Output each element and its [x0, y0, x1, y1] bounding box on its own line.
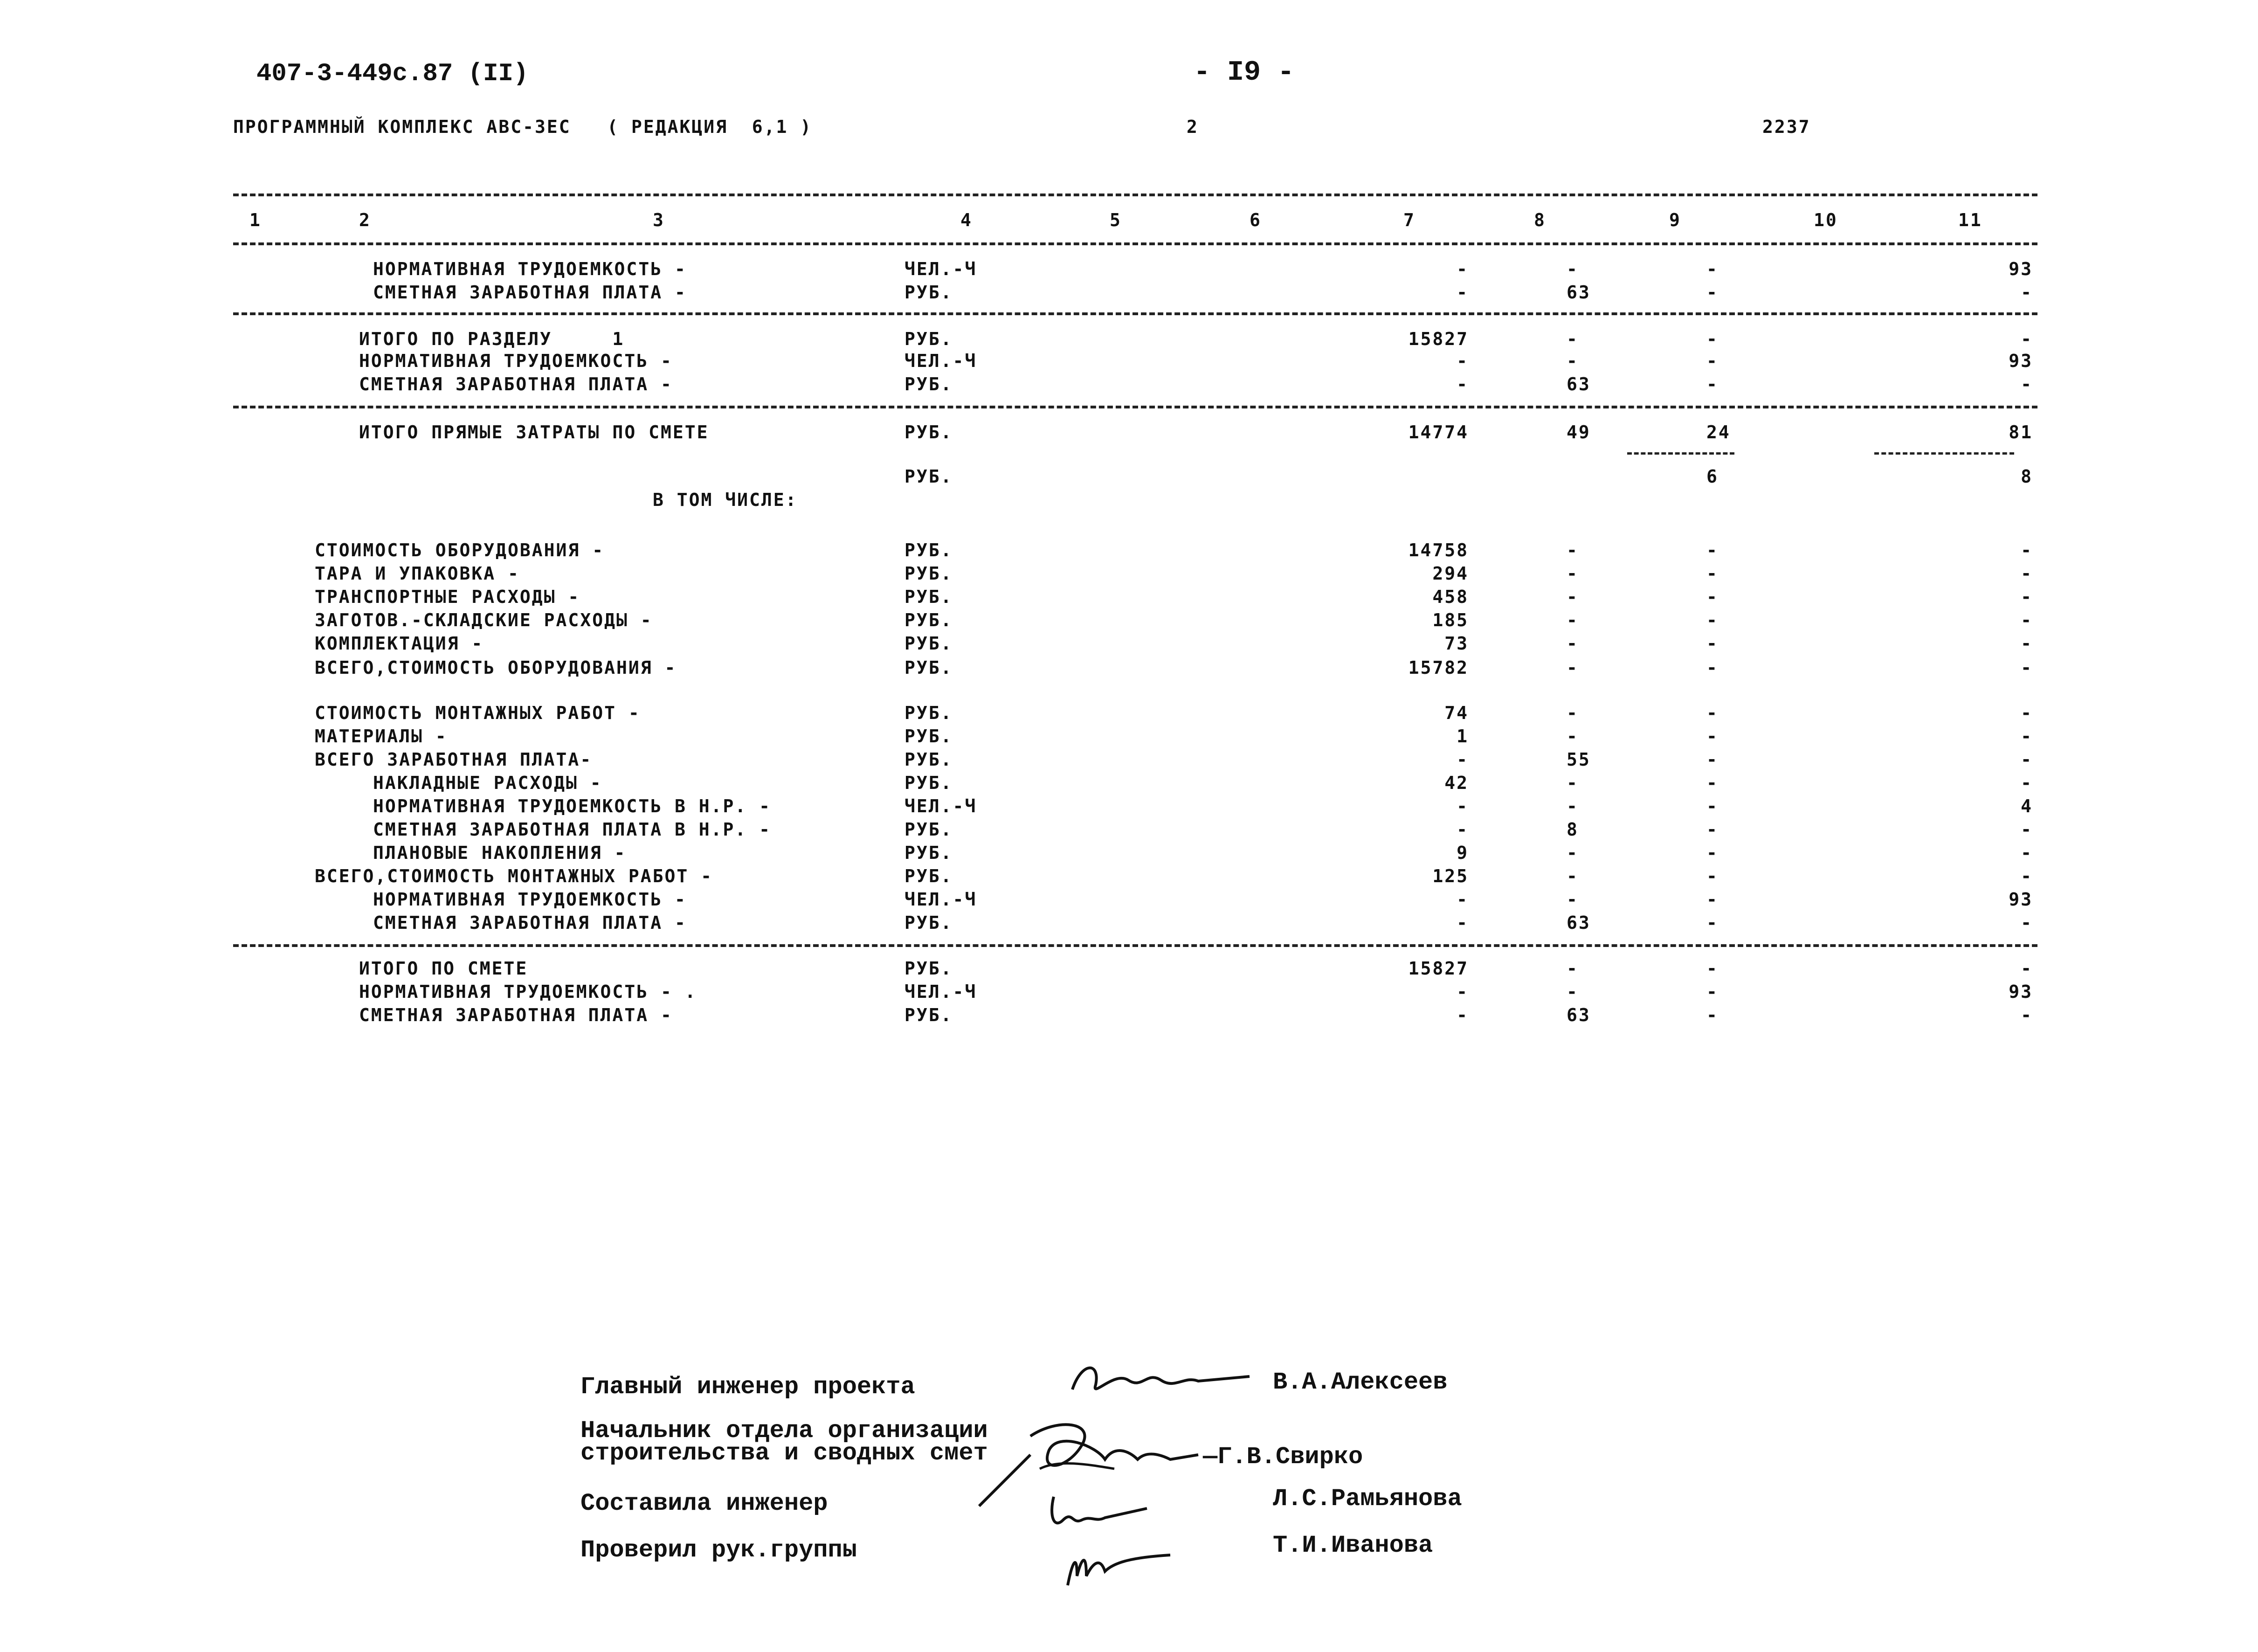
column-8-value: - — [1567, 610, 1579, 630]
unit-cell: РУБ. — [905, 726, 953, 747]
column-9-value: - — [1706, 889, 1719, 910]
column-8-value: 55 — [1567, 749, 1591, 770]
row-label: СМЕТНАЯ ЗАРАБОТНАЯ ПЛАТА - — [359, 374, 673, 394]
column-9-value: - — [1706, 259, 1719, 279]
column-11-value: 93 — [2009, 982, 2033, 1002]
column-7-value: 42 — [1444, 773, 1469, 793]
column-8-value: 49 — [1567, 422, 1591, 442]
column-11-value: - — [2021, 610, 2033, 630]
table-header-rule — [233, 242, 2037, 245]
unit-cell: РУБ. — [905, 466, 953, 487]
column-header: 10 — [1814, 210, 1838, 230]
column-9-value: - — [1706, 749, 1719, 770]
column-9-value: - — [1706, 912, 1719, 933]
unit-cell: ЧЕЛ.-Ч — [905, 982, 977, 1002]
column-11-value: - — [2021, 329, 2033, 349]
column-8-value: - — [1567, 958, 1579, 979]
column-7-value: 15782 — [1408, 657, 1469, 678]
row-label: СМЕТНАЯ ЗАРАБОТНАЯ ПЛАТА - — [373, 282, 687, 303]
column-7-value: - — [1457, 889, 1469, 910]
column-8-value: - — [1567, 657, 1579, 678]
column-11-value: - — [2021, 633, 2033, 654]
row-label: ТРАНСПОРТНЫЕ РАСХОДЫ - — [315, 587, 580, 607]
column-8-value: - — [1567, 703, 1579, 723]
column-11-value: - — [2021, 703, 2033, 723]
program-title: ПРОГРАММНЫЙ КОМПЛЕКС АВС-3ЕС ( РЕДАКЦИЯ 6,1 ) — [233, 117, 813, 137]
column-8-value: - — [1567, 563, 1579, 584]
unit-cell: РУБ. — [905, 958, 953, 979]
column-header: 8 — [1534, 210, 1546, 230]
signatory-name: —Г.В.Свирко — [1203, 1443, 1363, 1471]
column-9-value: - — [1706, 1005, 1719, 1025]
column-11-value: - — [2021, 1005, 2033, 1025]
column-8-value: - — [1567, 633, 1579, 654]
column-header: 5 — [1110, 210, 1122, 230]
row-label: МАТЕРИАЛЫ - — [315, 726, 448, 747]
column-7-value: - — [1457, 912, 1469, 933]
signatory-name: Л.С.Рамьянова — [1273, 1485, 1462, 1513]
column-9-value: - — [1706, 329, 1719, 349]
column-header: 7 — [1403, 210, 1416, 230]
row-label: СТОИМОСТЬ ОБОРУДОВАНИЯ - — [315, 540, 605, 560]
unit-cell: РУБ. — [905, 749, 953, 770]
unit-cell: РУБ. — [905, 866, 953, 886]
unit-cell: РУБ. — [905, 422, 953, 442]
column-7-value: - — [1457, 282, 1469, 303]
unit-cell: РУБ. — [905, 633, 953, 654]
column-9-value: - — [1706, 982, 1719, 1002]
row-label: СМЕТНАЯ ЗАРАБОТНАЯ ПЛАТА В Н.Р. - — [373, 819, 771, 840]
column-11-value: - — [2021, 843, 2033, 863]
unit-cell: РУБ. — [905, 563, 953, 584]
column-7-value: 14758 — [1408, 540, 1469, 560]
unit-cell: РУБ. — [905, 1005, 953, 1025]
column-header: 11 — [1958, 210, 1982, 230]
column-7-value: - — [1457, 1005, 1469, 1025]
row-label: НОРМАТИВНАЯ ТРУДОЕМКОСТЬ - — [359, 351, 673, 371]
column-9-value: - — [1706, 563, 1719, 584]
document-id: 2237 — [1762, 117, 1811, 137]
column-7-value: - — [1457, 259, 1469, 279]
unit-cell: ЧЕЛ.-Ч — [905, 889, 977, 910]
unit-cell: РУБ. — [905, 374, 953, 394]
column-9-value: - — [1706, 703, 1719, 723]
column-8-value: - — [1567, 540, 1579, 560]
column-9-value: - — [1706, 796, 1719, 816]
column-9-value: - — [1706, 773, 1719, 793]
row-label: НОРМАТИВНАЯ ТРУДОЕМКОСТЬ - — [373, 259, 687, 279]
column-11-value: - — [2021, 958, 2033, 979]
column-7-value: 14774 — [1408, 422, 1469, 442]
row-label: НОРМАТИВНАЯ ТРУДОЕМКОСТЬ - — [373, 889, 687, 910]
row-label: ВСЕГО,СТОИМОСТЬ МОНТАЖНЫХ РАБОТ - — [315, 866, 713, 886]
column-11-value: - — [2021, 912, 2033, 933]
signature-role: Составила инженер — [580, 1490, 828, 1517]
column-header: 4 — [960, 210, 973, 230]
column-8-value: - — [1567, 889, 1579, 910]
column-8-value: - — [1567, 773, 1579, 793]
column-9-value: - — [1706, 866, 1719, 886]
handwritten-signature — [1063, 1352, 1259, 1403]
row-label: СМЕТНАЯ ЗАРАБОТНАЯ ПЛАТА - — [373, 912, 687, 933]
unit-cell: ЧЕЛ.-Ч — [905, 351, 977, 371]
unit-cell: РУБ. — [905, 843, 953, 863]
column-8-value: - — [1567, 259, 1579, 279]
column-11-value: 93 — [2009, 351, 2033, 371]
column-7-value: 185 — [1432, 610, 1469, 630]
subtotal-underline — [1874, 452, 2014, 455]
column-11-value: - — [2021, 282, 2033, 303]
column-8-value: - — [1567, 726, 1579, 747]
unit-cell: РУБ. — [905, 703, 953, 723]
row-label: ПЛАНОВЫЕ НАКОПЛЕНИЯ - — [373, 843, 627, 863]
row-label: ТАРА И УПАКОВКА - — [315, 563, 520, 584]
unit-cell: ЧЕЛ.-Ч — [905, 259, 977, 279]
signatory-name: В.А.Алексеев — [1273, 1369, 1448, 1396]
column-11-value: 93 — [2009, 259, 2033, 279]
document-code: 407-3-449с.87 (II) — [256, 60, 529, 88]
page-number: - I9 - — [1194, 57, 1295, 89]
column-8-value: 63 — [1567, 912, 1591, 933]
column-8-value: - — [1567, 843, 1579, 863]
column-header: 2 — [359, 210, 371, 230]
unit-cell: РУБ. — [905, 657, 953, 678]
table-top-rule — [233, 194, 2037, 196]
column-7-value: 458 — [1432, 587, 1469, 607]
column-9-value: - — [1706, 843, 1719, 863]
column-11-value: - — [2021, 866, 2033, 886]
column-11-value: - — [2021, 726, 2033, 747]
column-8-value: 63 — [1567, 374, 1591, 394]
row-label: ИТОГО ПРЯМЫЕ ЗАТРАТЫ ПО СМЕТЕ — [359, 422, 709, 442]
column-11-value: - — [2021, 819, 2033, 840]
column-7-value: - — [1457, 749, 1469, 770]
column-9-value: - — [1706, 587, 1719, 607]
column-8-value: - — [1567, 866, 1579, 886]
column-7-value: 73 — [1444, 633, 1469, 654]
column-8-value: 8 — [1567, 819, 1579, 840]
column-9-value: - — [1706, 540, 1719, 560]
column-header: 9 — [1669, 210, 1681, 230]
column-8-value: 63 — [1567, 282, 1591, 303]
column-header: 1 — [249, 210, 262, 230]
row-label: НОРМАТИВНАЯ ТРУДОЕМКОСТЬ - . — [359, 982, 697, 1002]
row-label: СМЕТНАЯ ЗАРАБОТНАЯ ПЛАТА - — [359, 1005, 673, 1025]
signature-role: Начальник отдела организации строительства и сводных смет — [580, 1417, 988, 1467]
column-7-value: - — [1457, 982, 1469, 1002]
unit-cell: РУБ. — [905, 282, 953, 303]
column-8-value: - — [1567, 796, 1579, 816]
unit-cell: РУБ. — [905, 819, 953, 840]
column-7-value: - — [1457, 819, 1469, 840]
row-label: НАКЛАДНЫЕ РАСХОДЫ - — [373, 773, 602, 793]
column-11-value: - — [2021, 563, 2033, 584]
column-9-value: - — [1706, 374, 1719, 394]
column-9-value: - — [1706, 657, 1719, 678]
column-7-value: 9 — [1457, 843, 1469, 863]
unit-cell: РУБ. — [905, 329, 953, 349]
column-header: 6 — [1250, 210, 1262, 230]
column-7-value: 294 — [1432, 563, 1469, 584]
column-7-value: 125 — [1432, 866, 1469, 886]
section-divider — [233, 312, 2037, 315]
column-9-value: - — [1706, 610, 1719, 630]
column-11-value: - — [2021, 374, 2033, 394]
row-label: СТОИМОСТЬ МОНТАЖНЫХ РАБОТ - — [315, 703, 641, 723]
unit-cell: РУБ. — [905, 912, 953, 933]
column-7-value: 15827 — [1408, 329, 1469, 349]
handwritten-signature — [1044, 1487, 1166, 1534]
column-8-value: 63 — [1567, 1005, 1591, 1025]
column-9-value: - — [1706, 633, 1719, 654]
signature-role: Проверил рук.группы — [580, 1536, 857, 1564]
row-label: КОМПЛЕКТАЦИЯ - — [315, 633, 484, 654]
column-7-value: - — [1457, 351, 1469, 371]
column-header: 3 — [653, 210, 665, 230]
column-9-value: - — [1706, 351, 1719, 371]
column-11-value: - — [2021, 540, 2033, 560]
handwritten-signature — [1058, 1534, 1180, 1595]
column-11-value: 93 — [2009, 889, 2033, 910]
row-label: ВСЕГО ЗАРАБОТНАЯ ПЛАТА- — [315, 749, 593, 770]
unit-cell: РУБ. — [905, 540, 953, 560]
column-7-value: 74 — [1444, 703, 1469, 723]
column-7-value: - — [1457, 796, 1469, 816]
row-label: НОРМАТИВНАЯ ТРУДОЕМКОСТЬ В Н.Р. - — [373, 796, 771, 816]
signature-role: Главный инженер проекта — [580, 1373, 915, 1401]
signatory-name: Т.И.Иванова — [1273, 1532, 1433, 1559]
column-9-value: 6 — [1706, 466, 1719, 487]
unit-cell: РУБ. — [905, 773, 953, 793]
column-11-value: - — [2021, 587, 2033, 607]
column-11-value: 81 — [2009, 422, 2033, 442]
column-11-value: - — [2021, 749, 2033, 770]
column-11-value: - — [2021, 657, 2033, 678]
column-8-value: - — [1567, 587, 1579, 607]
sheet-number: 2 — [1187, 117, 1199, 137]
column-8-value: - — [1567, 329, 1579, 349]
section-divider — [233, 406, 2037, 408]
column-9-value: 24 — [1706, 422, 1731, 442]
subtotal-underline — [1627, 452, 1734, 455]
row-label: ИТОГО ПО РАЗДЕЛУ 1 — [359, 329, 625, 349]
row-label: ЗАГОТОВ.-СКЛАДСКИЕ РАСХОДЫ - — [315, 610, 653, 630]
column-9-value: - — [1706, 819, 1719, 840]
column-9-value: - — [1706, 958, 1719, 979]
column-9-value: - — [1706, 282, 1719, 303]
unit-cell: РУБ. — [905, 610, 953, 630]
row-label: ВСЕГО,СТОИМОСТЬ ОБОРУДОВАНИЯ - — [315, 657, 677, 678]
unit-cell: ЧЕЛ.-Ч — [905, 796, 977, 816]
column-8-value: - — [1567, 351, 1579, 371]
column-7-value: - — [1457, 374, 1469, 394]
unit-cell: РУБ. — [905, 587, 953, 607]
row-label: В ТОМ ЧИСЛЕ: — [653, 490, 798, 510]
column-7-value: 15827 — [1408, 958, 1469, 979]
column-11-value: 4 — [2021, 796, 2033, 816]
column-11-value: - — [2021, 773, 2033, 793]
row-label: ИТОГО ПО СМЕТЕ — [359, 958, 528, 979]
column-11-value: 8 — [2021, 466, 2033, 487]
column-7-value: 1 — [1457, 726, 1469, 747]
column-8-value: - — [1567, 982, 1579, 1002]
column-9-value: - — [1706, 726, 1719, 747]
section-divider — [233, 944, 2037, 947]
